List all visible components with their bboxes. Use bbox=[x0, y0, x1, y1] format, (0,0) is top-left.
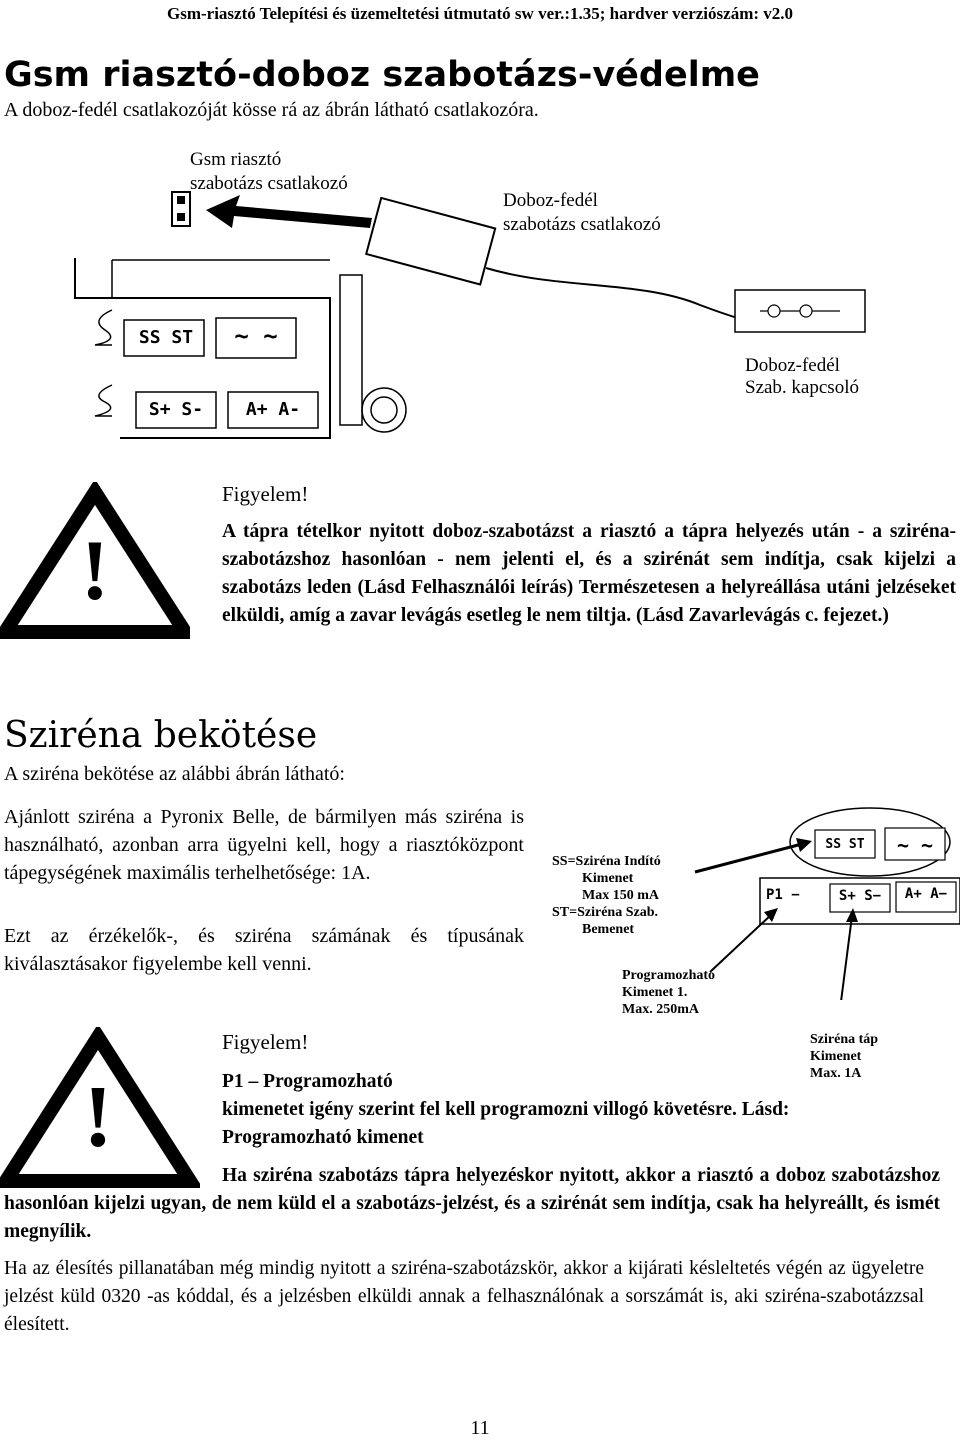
label-line: Gsm riasztó bbox=[190, 149, 282, 170]
vertical-component bbox=[340, 275, 362, 425]
label-cover-tamper-connector bbox=[503, 189, 661, 237]
board2-label-ss-st: SS ST bbox=[825, 837, 865, 852]
warning-exclamation-icon-2: ! bbox=[83, 1069, 113, 1166]
warning2-title: Figyelem! bbox=[222, 1030, 309, 1054]
warning-text: A tápra tételkor nyitott doboz-szabotázst a riasztó a tápra helyezés után - a sziréna-szabotázshoz hasonlóan - nem jelenti el, és a szirénát sem indítja, csak kijelzi a szabotázs leden (Lásd Felhasználói leírás) Természetesen a helyreállása utáni jelzéseket elküldi, amíg a zavar levágás esetleg le nem tiltja. (Lásd Zavarlevágás c. fejezet.) bbox=[222, 521, 956, 626]
label-line: ST=Sziréna Szab. bbox=[552, 905, 658, 920]
text-line: Programozható kimenet bbox=[222, 1127, 424, 1148]
board-label-s: S+ S- bbox=[148, 399, 204, 420]
label-line: szabotázs csatlakozó bbox=[190, 173, 348, 194]
running-header: Gsm-riasztó Telepítési és üzemeltetési útmutató sw ver.:1.35; hardver verziószám: v2.0 bbox=[166, 4, 794, 23]
text-line: kimenetet igény szerint fel kell programozni villogó követésre. Lásd: bbox=[222, 1099, 790, 1120]
round-component bbox=[362, 388, 406, 432]
warning-title: Figyelem! bbox=[222, 482, 309, 506]
board-label-a: A+ A- bbox=[245, 399, 301, 420]
cover-cable bbox=[486, 268, 770, 325]
siren-para-2: Ezt az érzékelők-, és sziréna számának és típusának kiválasztásakor figyelembe kell venni. bbox=[4, 925, 524, 975]
label-programmable-output bbox=[622, 967, 715, 1018]
label-line: Sziréna táp bbox=[810, 1032, 879, 1047]
label-line: SS=Sziréna Indító bbox=[552, 854, 661, 869]
board2-label-a: A+ A− bbox=[904, 886, 948, 902]
label-line: Doboz-fedél bbox=[745, 355, 840, 376]
board2-label-p1: P1 − bbox=[766, 887, 800, 903]
final-paragraph: Ha az élesítés pillanatában még mindig nyitott a sziréna-szabotázskör, akkor a kijárati késleltetés végén az ügyeletre jelzést küld 0320 -as kóddal, és a jelzésben elküldi annak a felhasználónak a sorszámát is, aki sziréna-szabotázzsal élesített. bbox=[4, 1258, 924, 1335]
text-line: P1 – Programozható bbox=[222, 1071, 393, 1092]
label-line: Max 150 mA bbox=[582, 888, 659, 903]
board-label-ss-st: SS ST bbox=[138, 327, 194, 348]
label-line: Kimenet bbox=[582, 871, 634, 886]
break-mark-lower bbox=[95, 385, 112, 416]
label-gsm-tamper-connector bbox=[190, 148, 348, 196]
page-number: 11 bbox=[470, 1417, 490, 1439]
warning-exclamation-icon: ! bbox=[80, 522, 110, 618]
siren-para-1: Ajánlott sziréna a Pyronix Belle, de bármilyen más sziréna is használható, azonban arra ügyelni kell, hogy a riasztóközpont tápegységének maximális terhelhetősége: 1A. bbox=[4, 806, 524, 884]
label-line: Max. 250mA bbox=[622, 1002, 699, 1017]
board2-label-s: S+ S− bbox=[838, 888, 882, 904]
label-line: Kimenet bbox=[810, 1049, 862, 1064]
warning2-p1-text bbox=[222, 1068, 942, 1152]
label-cover-switch bbox=[745, 355, 859, 399]
label-line: szabotázs csatlakozó bbox=[503, 214, 661, 235]
board2-label-tilde: ~ ~ bbox=[896, 833, 934, 857]
label-line: Max. 1A bbox=[810, 1066, 862, 1081]
label-ss-st-info bbox=[552, 853, 661, 938]
section-intro-siren: A sziréna bekötése az alábbi ábrán látható: bbox=[4, 763, 345, 785]
arrow-to-gsm-connector bbox=[206, 195, 372, 228]
cover-tamper-connector bbox=[366, 198, 495, 285]
break-mark-upper bbox=[95, 310, 112, 345]
label-line: Programozható bbox=[622, 968, 716, 983]
section-title-siren: Sziréna bekötése bbox=[4, 715, 318, 756]
section-title-tamper: Gsm riasztó-doboz szabotázs-védelme bbox=[4, 55, 760, 95]
section-intro-tamper: A doboz-fedél csatlakozóját kösse rá az ábrán látható csatlakozóra. bbox=[4, 99, 539, 121]
label-line: Kimenet 1. bbox=[622, 985, 688, 1000]
label-line: Szab. kapcsoló bbox=[745, 377, 859, 398]
label-line: Bemenet bbox=[582, 922, 635, 937]
label-line: Doboz-fedél bbox=[503, 190, 598, 211]
warning2-bold-para: Ha sziréna szabotázs tápra helyezéskor nyitott, akkor a riasztó a doboz szabotázshoz hasonlóan kijelzi ugyan, de nem küld el a szabotázs-jelzést, és a szirénát sem indítja, csak ha helyreállt, és ismét megnyílik. bbox=[4, 1165, 940, 1242]
board-label-tilde: ~ ~ bbox=[234, 322, 278, 350]
